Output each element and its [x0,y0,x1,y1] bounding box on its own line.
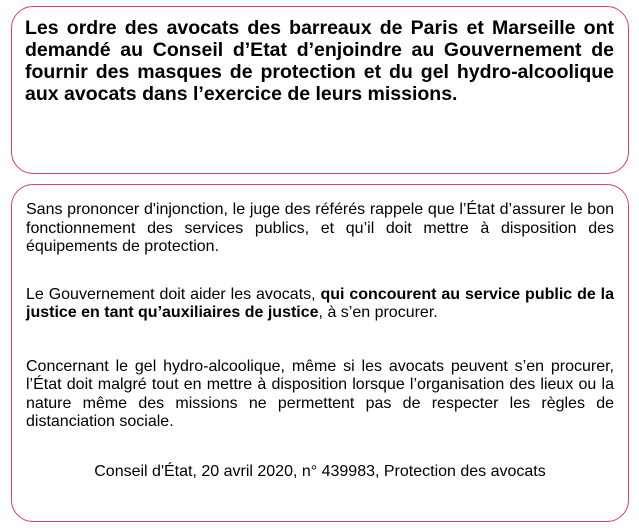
paragraph-government-duty-start: Le Gouvernement doit aider les avocats, [26,285,321,303]
paragraph-ruling: Sans prononcer d'injonction, le juge des référés rappele que l’État d’assurer le bon fonctionnement des services publics, et qu’il doit mettre à disposition des équipements de protection. [26,201,614,255]
paragraph-hydroalcoholic-gel: Concernant le gel hydro-alcoolique, même si les avocats peuvent s’en procurer, l’État doit malgré tout en mettre à disposition lorsque l’organisation des lieux ou la nature même des missions ne permettent pas de respecter les règles de distanciation sociale. [26,357,614,430]
paragraph-government-duty-end: , à s’en procurer. [318,304,438,321]
summary-box [11,184,629,522]
headline-box [11,6,629,174]
case-citation: Conseil d'État, 20 avril 2020, n° 439983, Protection des avocats [94,462,546,480]
headline-text: Les ordre des avocats des barreaux de Paris et Marseille ont demandé au Conseil d’Etat d’enjoindre au Gouvernement de fournir des masques de protection et du gel hydro-alcoolique aux avocats dans l’exercice de leurs missions. [25,17,614,105]
paragraph-government-duty-emphasis: qui concourent au service public de la justice en tant qu’auxiliaires de justice [26,285,614,321]
paragraph-government-duty [26,286,614,323]
